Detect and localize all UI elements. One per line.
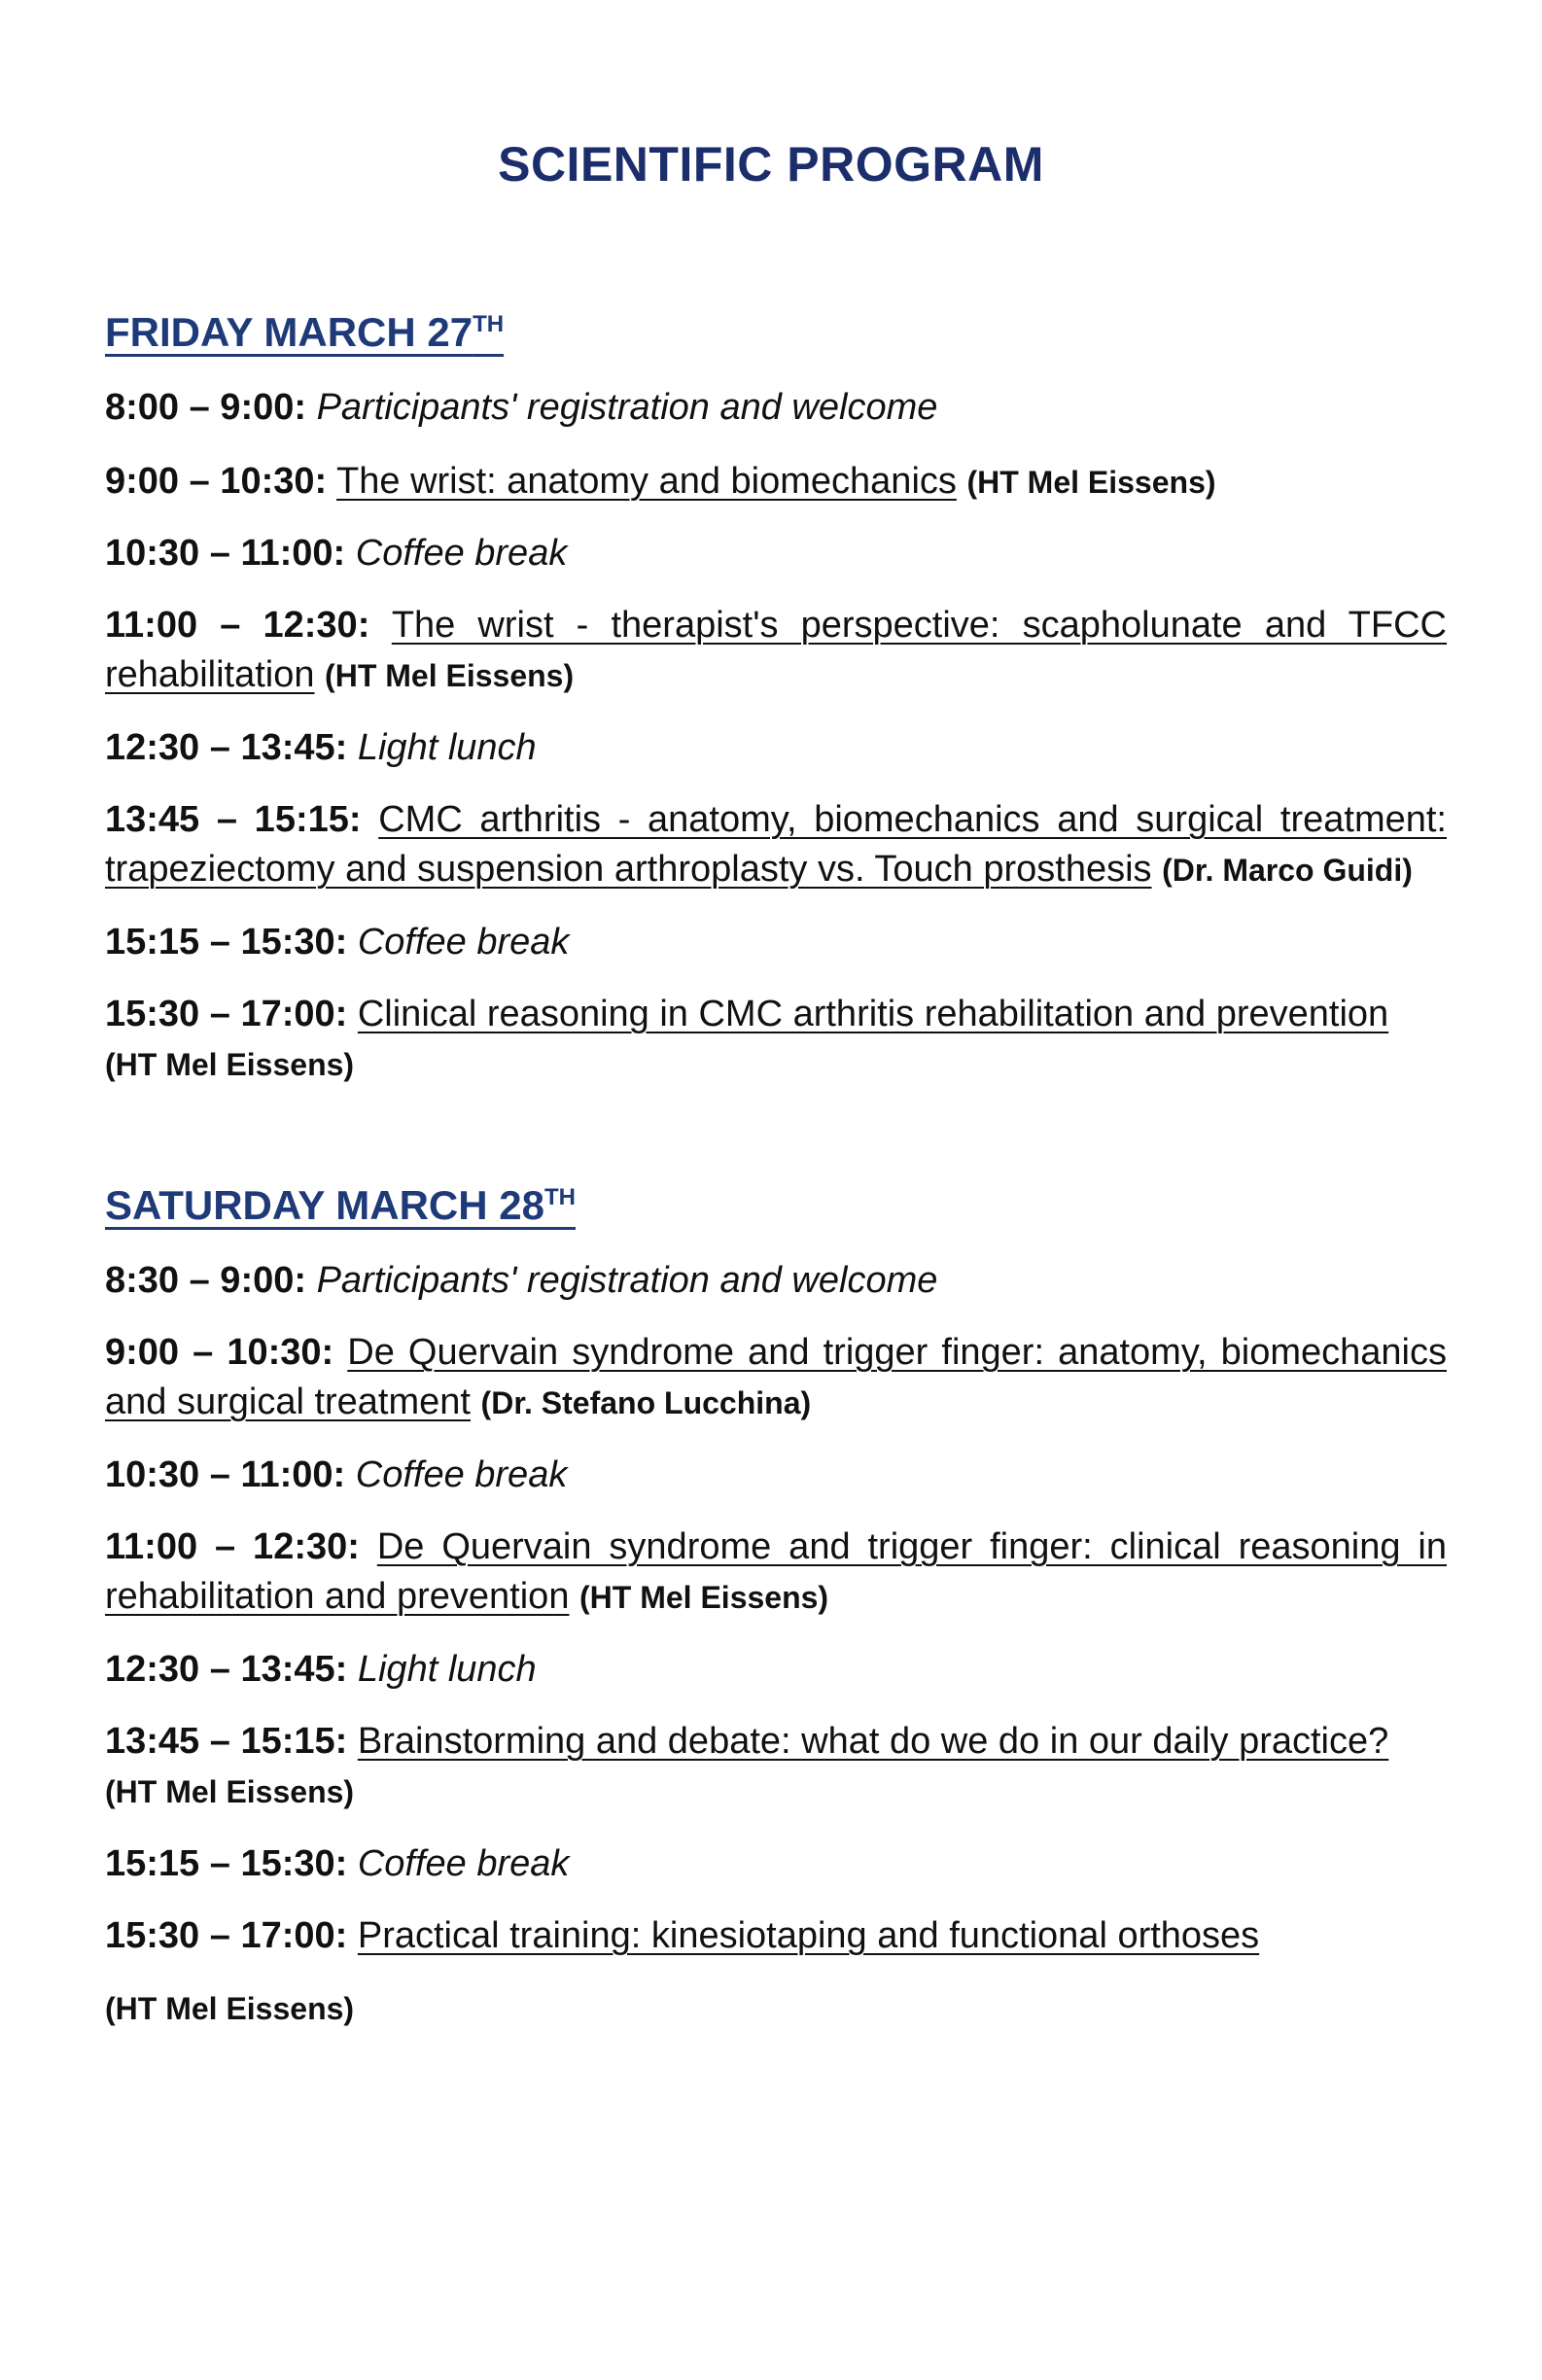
entry-description: Coffee break [357,922,570,962]
schedule-entry [105,1839,1447,1889]
schedule-entry-speaker-line [105,1983,1447,2034]
entry-time: 10:30 – 11:00: [105,1454,346,1495]
entry-speaker: (HT Mel Eissens) [105,1774,355,1809]
entry-description: Brainstorming and debate: what do we do in our daily practice? [357,1721,1389,1762]
schedule-entry [105,529,1447,578]
schedule-entry [105,383,1447,433]
entry-description: Participants' registration and welcome [316,387,938,428]
day-heading-friday: FRIDAY MARCH 27TH [105,309,505,355]
schedule-entry [105,1451,1447,1500]
entry-description: Clinical reasoning in CMC arthritis rehabilitation and prevention [357,994,1389,1034]
schedule-entry [105,1328,1447,1428]
schedule-entry [105,1256,1447,1306]
entry-time: 8:00 – 9:00: [105,387,307,428]
entry-time: 10:30 – 11:00: [105,533,346,574]
entry-time: 15:30 – 17:00: [105,1915,348,1956]
entry-description: Coffee break [355,533,568,574]
entry-description: Participants' registration and welcome [316,1260,938,1301]
entry-time: 15:30 – 17:00: [105,994,348,1034]
entry-description: The wrist: anatomy and biomechanics [336,461,957,502]
schedule-entry [105,918,1447,967]
schedule-entry [105,1522,1447,1623]
entry-speaker: (Dr. Marco Guidi) [1162,853,1413,888]
entry-time: 9:00 – 10:30: [105,461,328,502]
entry-time: 11:00 – 12:30: [105,605,370,646]
schedule-entry [105,1717,1447,1817]
entry-speaker: (HT Mel Eissens) [966,465,1216,500]
entry-description: Coffee break [357,1843,570,1884]
entry-description: De Quervain syndrome and trigger finger: clinical reasoning in rehabilitation and prevention [105,1526,1447,1617]
entry-description: CMC arthritis - anatomy, biomechanics and surgical treatment: trapeziectomy and suspension arthroplasty vs. Touch prosthesis [105,799,1447,890]
entry-time: 12:30 – 13:45: [105,1649,348,1690]
page-title: SCIENTIFIC PROGRAM [498,137,1044,192]
entry-time: 12:30 – 13:45: [105,727,348,768]
entry-speaker: (HT Mel Eissens) [579,1580,829,1615]
entry-time: 15:15 – 15:30: [105,1843,348,1884]
entry-time: 9:00 – 10:30: [105,1332,334,1373]
entry-description: Light lunch [357,1649,537,1690]
entry-speaker: (HT Mel Eissens) [105,1991,355,2026]
entry-time: 13:45 – 15:15: [105,799,362,840]
entry-time: 13:45 – 15:15: [105,1721,348,1762]
entry-speaker: (HT Mel Eissens) [105,1047,355,1082]
schedule-entry [105,1911,1447,1961]
entry-speaker: (HT Mel Eissens) [325,658,575,693]
schedule-entry [105,795,1447,895]
entry-speaker: (Dr. Stefano Lucchina) [480,1385,812,1420]
entry-description: Light lunch [357,727,537,768]
entry-time: 15:15 – 15:30: [105,922,348,962]
entry-description: Practical training: kinesiotaping and functional orthoses [357,1915,1260,1956]
entry-time: 11:00 – 12:30: [105,1526,360,1567]
entry-description: Coffee break [355,1454,568,1495]
day-heading-saturday: SATURDAY MARCH 28TH [105,1182,576,1228]
schedule-entry [105,990,1447,1090]
entry-time: 8:30 – 9:00: [105,1260,307,1301]
schedule-entry [105,1645,1447,1695]
entry-description: De Quervain syndrome and trigger finger: anatomy, biomechanics and surgical treatment [105,1332,1447,1422]
entry-description: The wrist - therapist's perspective: scapholunate and TFCC rehabilitation [105,605,1447,695]
schedule-entry [105,723,1447,773]
schedule-entry [105,601,1447,701]
schedule-entry [105,457,1447,508]
